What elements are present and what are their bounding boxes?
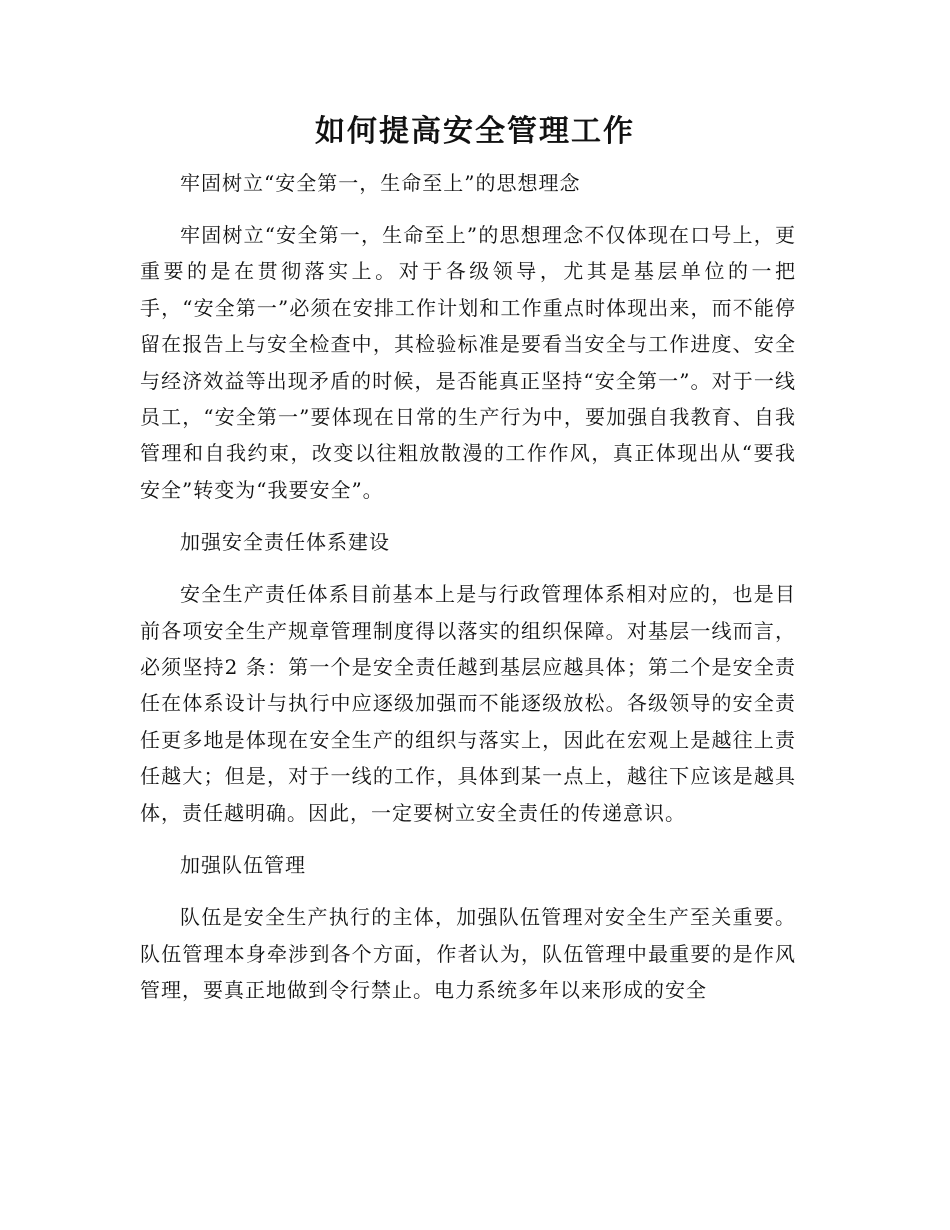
section-paragraph: 安全生产责任体系目前基本上是与行政管理体系相对应的，也是目前各项安全生产规章管理制度得以落实的组织保障。对基层一线而言，必须坚持2 条：第一个是安全责任越到基层应越具体；第二个是安全责任在体系设计与执行中应逐级加强而不能逐级放松。各级领导的安全责任更多地是体现在安全生产的组织与落实上，因此在宏观上是越往上责任越大；但是，对于一线的工作，具体到某一点上，越往下应该是越具体，责任越明确。因此，一定要树立安全责任的传递意识。 — [140, 582, 796, 825]
document-title: 如何提高安全管理工作 — [315, 114, 635, 149]
section-paragraph: 队伍是安全生产执行的主体，加强队伍管理对安全生产至关重要。队伍管理本身牵涉到各个方面，作者认为，队伍管理中最重要的是作风管理，要真正地做到令行禁止。电力系统多年以来形成的安全 — [140, 905, 796, 1002]
section-paragraph: 牢固树立“安全第一，生命至上”的思想理念不仅体现在口号上，更重要的是在贯彻落实上。对于各级领导，尤其是基层单位的一把手，“安全第一”必须在安排工作计划和工作重点时体现出来，而不能停留在报告上与安全检查中，其检验标准是要看当安全与工作进度、安全与经济效益等出现矛盾的时候，是否能真正坚持“安全第一”。对于一线员工，“安全第一”要体现在日常的生产行为中，要加强自我教育、自我管理和自我约束，改变以往粗放散漫的工作作风，真正体现出从“要我安全”转变为“我要安全”。 — [140, 223, 796, 502]
section-heading: 牢固树立“安全第一，生命至上”的思想理念 — [180, 171, 581, 195]
section-heading: 加强队伍管理 — [180, 853, 306, 878]
document-body — [140, 166, 796, 1025]
section-heading: 加强安全责任体系建设 — [180, 530, 390, 555]
